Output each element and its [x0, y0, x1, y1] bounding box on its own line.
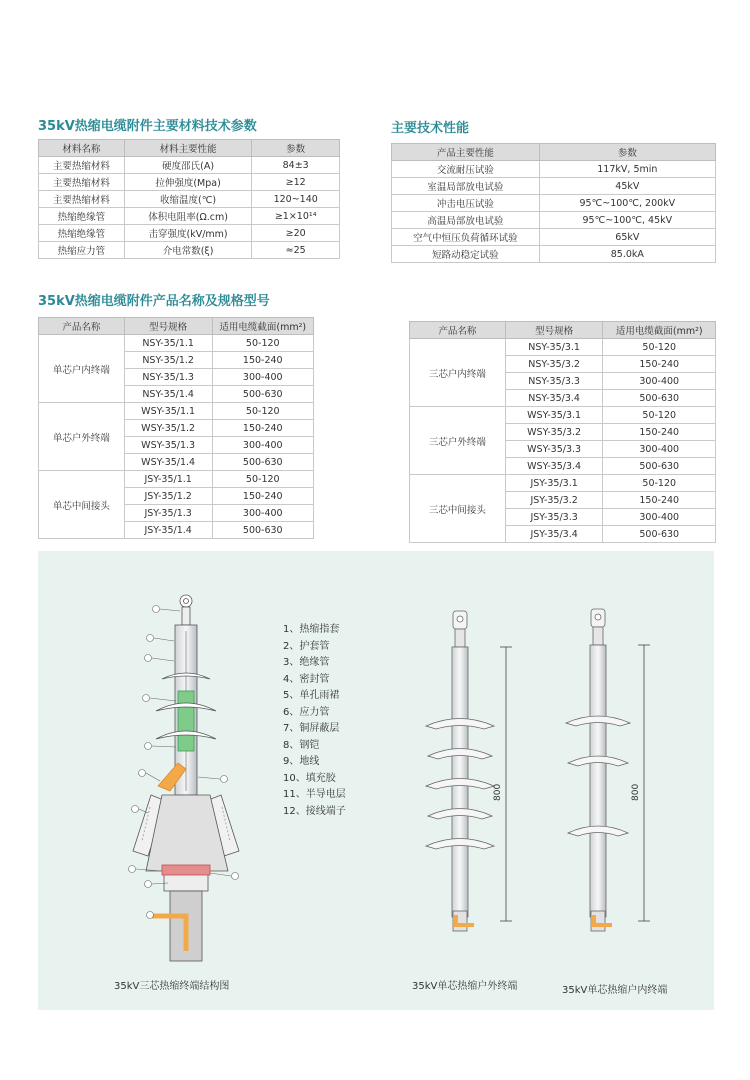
model-cell: NSY-35/3.2 [505, 356, 603, 373]
column-header: 适用电缆截面(mm²) [603, 322, 716, 339]
legend-item: 10、填充胶 [283, 772, 336, 784]
size-cell: 300-400 [212, 437, 313, 454]
legend-item: 5、单孔雨裙 [283, 690, 340, 701]
table-cell: ≥12 [252, 174, 340, 191]
size-cell: 300-400 [212, 505, 313, 522]
table-cell: 体积电阻率(Ω.cm) [124, 208, 252, 225]
table-cell: 热缩应力管 [39, 242, 125, 259]
size-cell: 500-630 [212, 454, 313, 471]
performance-title: 主要技术性能 [391, 121, 470, 136]
table-cell: 45kV [539, 178, 715, 195]
table-cell: 冲击电压试验 [392, 195, 540, 212]
size-cell: 500-630 [212, 386, 313, 403]
model-cell: JSY-35/3.1 [505, 475, 603, 492]
size-cell: 150-240 [212, 488, 313, 505]
product-name-cell: 三芯中间接头 [410, 475, 506, 543]
table-row [392, 229, 716, 246]
table-row [39, 208, 340, 225]
column-header: 参数 [539, 144, 715, 161]
table-row [39, 225, 340, 242]
model-cell: WSY-35/3.4 [505, 458, 603, 475]
diagram-panel [38, 551, 714, 1010]
model-cell: WSY-35/3.1 [505, 407, 603, 424]
model-cell: JSY-35/1.1 [124, 471, 212, 488]
table-cell: 空气中恒压负荷循环试验 [392, 229, 540, 246]
column-header: 产品名称 [410, 322, 506, 339]
table-cell: 击穿强度(kV/mm) [124, 225, 252, 242]
size-cell: 500-630 [603, 526, 716, 543]
single-core-table [38, 317, 314, 539]
model-cell: JSY-35/1.3 [124, 505, 212, 522]
materials-table [38, 139, 340, 259]
model-cell: NSY-35/1.1 [124, 335, 212, 352]
column-header: 型号规格 [124, 318, 212, 335]
size-cell: 50-120 [212, 403, 313, 420]
outdoor-dimension: 800 [493, 783, 503, 801]
legend-item: 2、护套管 [283, 640, 330, 652]
indoor-terminal-drawing [566, 609, 650, 931]
column-header: 材料名称 [39, 140, 125, 157]
table-cell: 介电常数(ξ) [124, 242, 252, 259]
table-cell: 117kV, 5min [539, 161, 715, 178]
model-cell: NSY-35/3.4 [505, 390, 603, 407]
table-cell: 热缩绝缘管 [39, 225, 125, 242]
legend-item: 8、钢铠 [283, 739, 320, 751]
table-row [410, 407, 716, 424]
outdoor-terminal-drawing [426, 611, 512, 931]
model-cell: WSY-35/1.3 [124, 437, 212, 454]
legend-item: 12、接线端子 [283, 805, 346, 817]
product-name-cell: 单芯户外终端 [39, 403, 125, 471]
model-cell: WSY-35/1.1 [124, 403, 212, 420]
size-cell: 50-120 [603, 407, 716, 424]
table-cell: 热缩绝缘管 [39, 208, 125, 225]
table-header-row [392, 144, 716, 161]
table-header-row [39, 140, 340, 157]
table-row [392, 212, 716, 229]
model-cell: WSY-35/1.2 [124, 420, 212, 437]
table-cell: 硬度邵氏(A) [124, 157, 252, 174]
materials-title: 35kV热缩电缆附件主要材料技术参数 [38, 119, 257, 134]
products-title: 35kV热缩电缆附件产品名称及规格型号 [38, 294, 270, 309]
table-row [39, 157, 340, 174]
table-header-row [410, 322, 716, 339]
model-cell: JSY-35/3.4 [505, 526, 603, 543]
product-name-cell: 单芯中间接头 [39, 471, 125, 539]
table-header-row [39, 318, 314, 335]
model-cell: NSY-35/3.1 [505, 339, 603, 356]
model-cell: JSY-35/3.3 [505, 509, 603, 526]
table-cell: 84±3 [252, 157, 340, 174]
column-header: 参数 [252, 140, 340, 157]
size-cell: 300-400 [603, 441, 716, 458]
table-cell: 85.0kA [539, 246, 715, 263]
table-row [39, 403, 314, 420]
table-cell: 主要热缩材料 [39, 191, 125, 208]
size-cell: 150-240 [212, 352, 313, 369]
table-cell: 95℃~100℃, 200kV [539, 195, 715, 212]
model-cell: NSY-35/1.4 [124, 386, 212, 403]
table-row [392, 178, 716, 195]
table-row [410, 475, 716, 492]
table-row [410, 339, 716, 356]
terminal-diagrams [38, 551, 714, 1010]
size-cell: 50-120 [603, 339, 716, 356]
table-row [39, 174, 340, 191]
table-cell: 交流耐压试验 [392, 161, 540, 178]
table-cell: ≥20 [252, 225, 340, 242]
table-cell: ≈25 [252, 242, 340, 259]
size-cell: 150-240 [212, 420, 313, 437]
table-row [39, 335, 314, 352]
performance-table [391, 143, 716, 263]
size-cell: 150-240 [603, 424, 716, 441]
model-cell: JSY-35/3.2 [505, 492, 603, 509]
product-name-cell: 单芯户内终端 [39, 335, 125, 403]
size-cell: 50-120 [212, 471, 313, 488]
legend-item: 4、密封管 [283, 673, 330, 685]
table-row [392, 246, 716, 263]
size-cell: 300-400 [603, 509, 716, 526]
legend-item: 7、铜屏蔽层 [283, 723, 340, 734]
three-core-table [409, 321, 716, 543]
table-row [392, 161, 716, 178]
table-cell: 主要热缩材料 [39, 157, 125, 174]
table-cell: 高温局部放电试验 [392, 212, 540, 229]
size-cell: 50-120 [603, 475, 716, 492]
model-cell: JSY-35/1.4 [124, 522, 212, 539]
model-cell: WSY-35/3.2 [505, 424, 603, 441]
legend-item: 1、热缩指套 [283, 624, 340, 635]
column-header: 材料主要性能 [124, 140, 252, 157]
table-cell: 120~140 [252, 191, 340, 208]
outdoor-caption: 35kV单芯热缩户外终端 [412, 981, 518, 992]
column-header: 适用电缆截面(mm²) [212, 318, 313, 335]
column-header: 产品主要性能 [392, 144, 540, 161]
indoor-dimension: 800 [631, 783, 641, 801]
size-cell: 500-630 [603, 458, 716, 475]
size-cell: 50-120 [212, 335, 313, 352]
size-cell: 300-400 [212, 369, 313, 386]
table-cell: ≥1×10¹⁴ [252, 208, 340, 225]
legend-item: 11、半导电层 [283, 789, 346, 800]
product-name-cell: 三芯户内终端 [410, 339, 506, 407]
legend-item: 6、应力管 [283, 706, 330, 718]
size-cell: 300-400 [603, 373, 716, 390]
table-cell: 主要热缩材料 [39, 174, 125, 191]
model-cell: NSY-35/1.2 [124, 352, 212, 369]
column-header: 产品名称 [39, 318, 125, 335]
structure-caption: 35kV三芯热缩终端结构图 [114, 981, 230, 992]
column-header: 型号规格 [505, 322, 603, 339]
table-row [39, 471, 314, 488]
size-cell: 500-630 [212, 522, 313, 539]
size-cell: 500-630 [603, 390, 716, 407]
legend-item: 3、绝缘管 [283, 657, 330, 668]
table-cell: 短路动稳定试验 [392, 246, 540, 263]
model-cell: NSY-35/3.3 [505, 373, 603, 390]
model-cell: JSY-35/1.2 [124, 488, 212, 505]
table-cell: 95℃~100℃, 45kV [539, 212, 715, 229]
table-row [39, 191, 340, 208]
indoor-caption: 35kV单芯热缩户内终端 [562, 985, 668, 996]
table-cell: 拉伸强度(Mpa) [124, 174, 252, 191]
size-cell: 150-240 [603, 356, 716, 373]
model-cell: WSY-35/3.3 [505, 441, 603, 458]
table-cell: 室温局部放电试验 [392, 178, 540, 195]
size-cell: 150-240 [603, 492, 716, 509]
legend-item: 9、地线 [283, 756, 320, 767]
product-name-cell: 三芯户外终端 [410, 407, 506, 475]
table-cell: 收缩温度(℃) [124, 191, 252, 208]
table-row [392, 195, 716, 212]
table-cell: 65kV [539, 229, 715, 246]
model-cell: WSY-35/1.4 [124, 454, 212, 471]
model-cell: NSY-35/1.3 [124, 369, 212, 386]
table-row [39, 242, 340, 259]
